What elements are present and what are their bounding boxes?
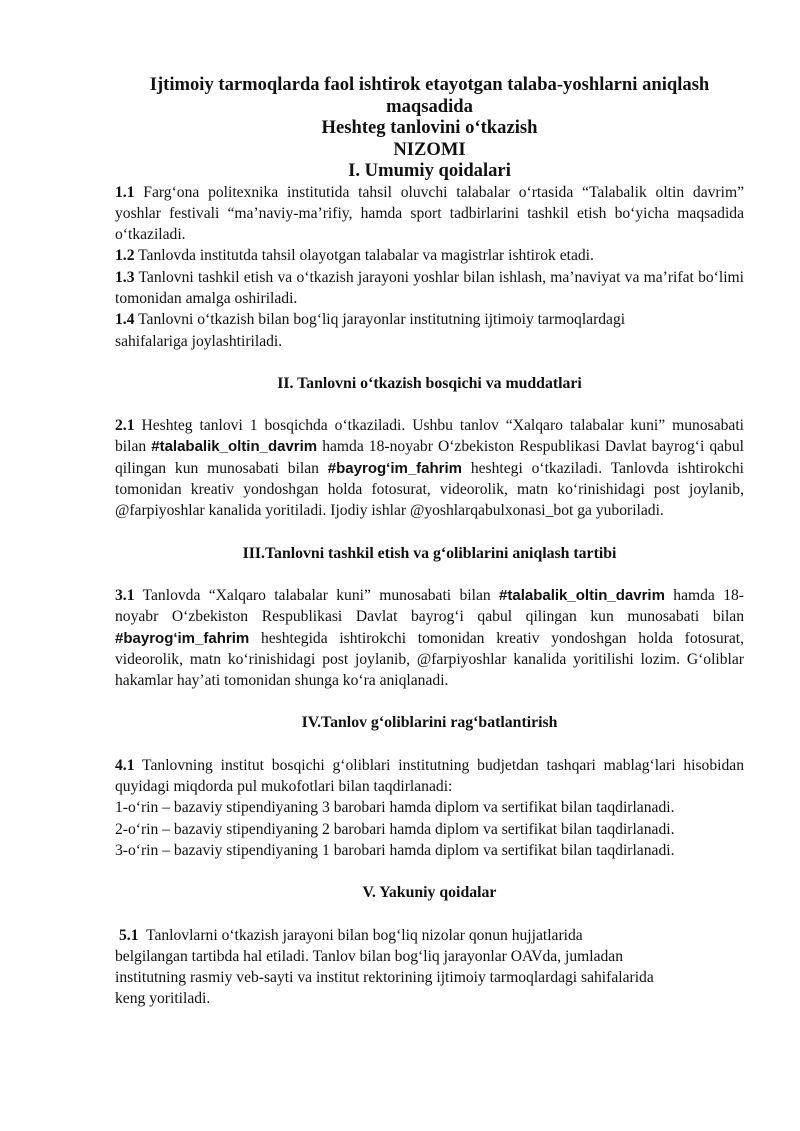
document-header [115, 74, 744, 182]
paragraph-number: 1.4 [115, 311, 135, 329]
prize-item-3: 3-o‘rin – bazaviy stipendiyaning 1 barobari hamda diplom va sertifikat bilan taqdirlanadi. [115, 841, 675, 859]
paragraph-number: 5.1 [119, 926, 139, 944]
prize-item-1: 1-o‘rin – bazaviy stipendiyaning 3 barobari hamda diplom va sertifikat bilan taqdirlanadi. [115, 799, 675, 817]
section1-heading: I. Umumiy qoidalari [348, 160, 511, 181]
section5-heading: V. Yakuniy qoidalar [362, 884, 497, 902]
paragraph-text: sahifalariga joylashtiriladi. [115, 332, 283, 350]
document-title-line1: Ijtimoiy tarmoqlarda faol ishtirok etayotgan talaba-yoshlarni aniqlash [149, 74, 710, 95]
paragraph-number: 4.1 [115, 756, 135, 774]
paragraph-number: 1.1 [115, 183, 135, 201]
paragraph-2-1: 2.1 Heshteg tanlovi 1 bosqichda o‘tkaziladi. Ushbu tanlov “Xalqaro talabalar kuni” munosabati bilan #talabalik_oltin_davrim hamda 18-noyabr O‘zbekiston Respublikasi Davlat bayrog‘i qabul qilingan kun munosabati bilan #bayrog‘im_fahrim heshtegi o‘tkaziladi. Tanlovda ishtirokchi tomonidan kreativ yondoshgan holda fotosurat, videorolik, matn ko‘rinishidagi post joylanib, @farpiyoshlar kanalida yoritiladi. Ijodiy ishlar @yoshlarqabulxonasi_bot ga yuboriladi. [115, 417, 744, 520]
paragraph-text: Tanlovni o‘tkazish bilan bog‘liq jarayonlar institutning ijtimoiy tarmoqlardagi [138, 311, 626, 329]
section3-heading: III.Tanlovni tashkil etish va g‘oliblarini aniqlash tartibi [242, 544, 617, 562]
paragraph-1-1 [115, 182, 744, 246]
paragraph-4-1: 4.1 Tanlovning institut bosqichi g‘oliblari institutning budjetdan tashqari mablag‘lari hisobidan quyidagi miqdorda pul mukofotlari bilan taqdirlanadi: [115, 756, 744, 796]
paragraph-text: Farg‘ona politexnika institutida tahsil oluvchi talabalar o‘rtasida “Talabalik oltin davrim” yoshlar festivali “ma’naviy-ma’rifiy, hamda sport tadbirlarini tashkil etish bo‘yicha maqsadida o‘tkaziladi. [115, 183, 744, 244]
hashtag: #talabalik_oltin_davrim [151, 438, 318, 456]
paragraph-text: Tanlovni tashkil etish va o‘tkazish jarayoni yoshlar bilan ishlash, ma’naviyat va ma’rifat bo‘limi tomonidan amalga oshiriladi. [115, 268, 745, 307]
paragraph-number: 1.2 [115, 247, 135, 265]
document-title-line2: maqsadida [386, 95, 473, 117]
hashtag: #bayrog‘im_fahrim [115, 629, 250, 647]
document-type: NIZOMI [393, 138, 466, 160]
prize-item-2: 2-o‘rin – bazaviy stipendiyaning 2 barobari hamda diplom va sertifikat bilan taqdirlanadi. [115, 820, 675, 838]
section4-heading: IV.Tanlov g‘oliblarini rag‘batlantirish [301, 714, 558, 732]
paragraph-number: 1.3 [115, 268, 135, 286]
paragraph-1-3 [115, 267, 744, 310]
section2-heading: II. Tanlovni o‘tkazish bosqichi va muddatlari [277, 374, 582, 392]
hashtag: #bayrog‘im_fahrim [327, 459, 463, 477]
paragraph-3-1: 3.1 Tanlovda “Xalqaro talabalar kuni” munosabati bilan #talabalik_oltin_davrim hamda 18-noyabr O‘zbekiston Respublikasi Davlat bayrog‘i qabul qilingan kun munosabati bilan #bayrog‘im_fahrim heshtegida ishtirokchi tomonidan kreativ yondoshgan holda fotosurat, videorolik, matn ko‘rinishidagi post joylanib, @farpiyoshlar kanalida yoritilishi lozim. G‘oliblar hakamlar hay’ati tomonidan shunga ko‘ra aniqlanadi. [115, 586, 744, 690]
paragraph-number: 2.1 [115, 417, 135, 435]
paragraph-text: Tanlovda institutda tahsil olayotgan talabalar va magistrlar ishtirok etadi. [138, 247, 594, 265]
paragraph-1-4 [115, 309, 744, 352]
paragraph-1-2 [115, 245, 744, 266]
hashtag: #talabalik_oltin_davrim [499, 586, 665, 604]
paragraph-number: 3.1 [115, 586, 135, 604]
document-subtitle: Heshteg tanlovini o‘tkazish [321, 117, 538, 138]
paragraph-5-1: 5.1 Tanlovlarni o‘tkazish jarayoni bilan bog‘liq nizolar qonun hujjatlarida belgilangan tartibda hal etiladi. Tanlov bilan bog‘liq jarayonlar OAVda, jumladan institutning rasmiy veb-sayti va institut rektorining ijtimoiy tarmoqlardagi sahifalarida keng yoritiladi. [115, 926, 654, 1008]
